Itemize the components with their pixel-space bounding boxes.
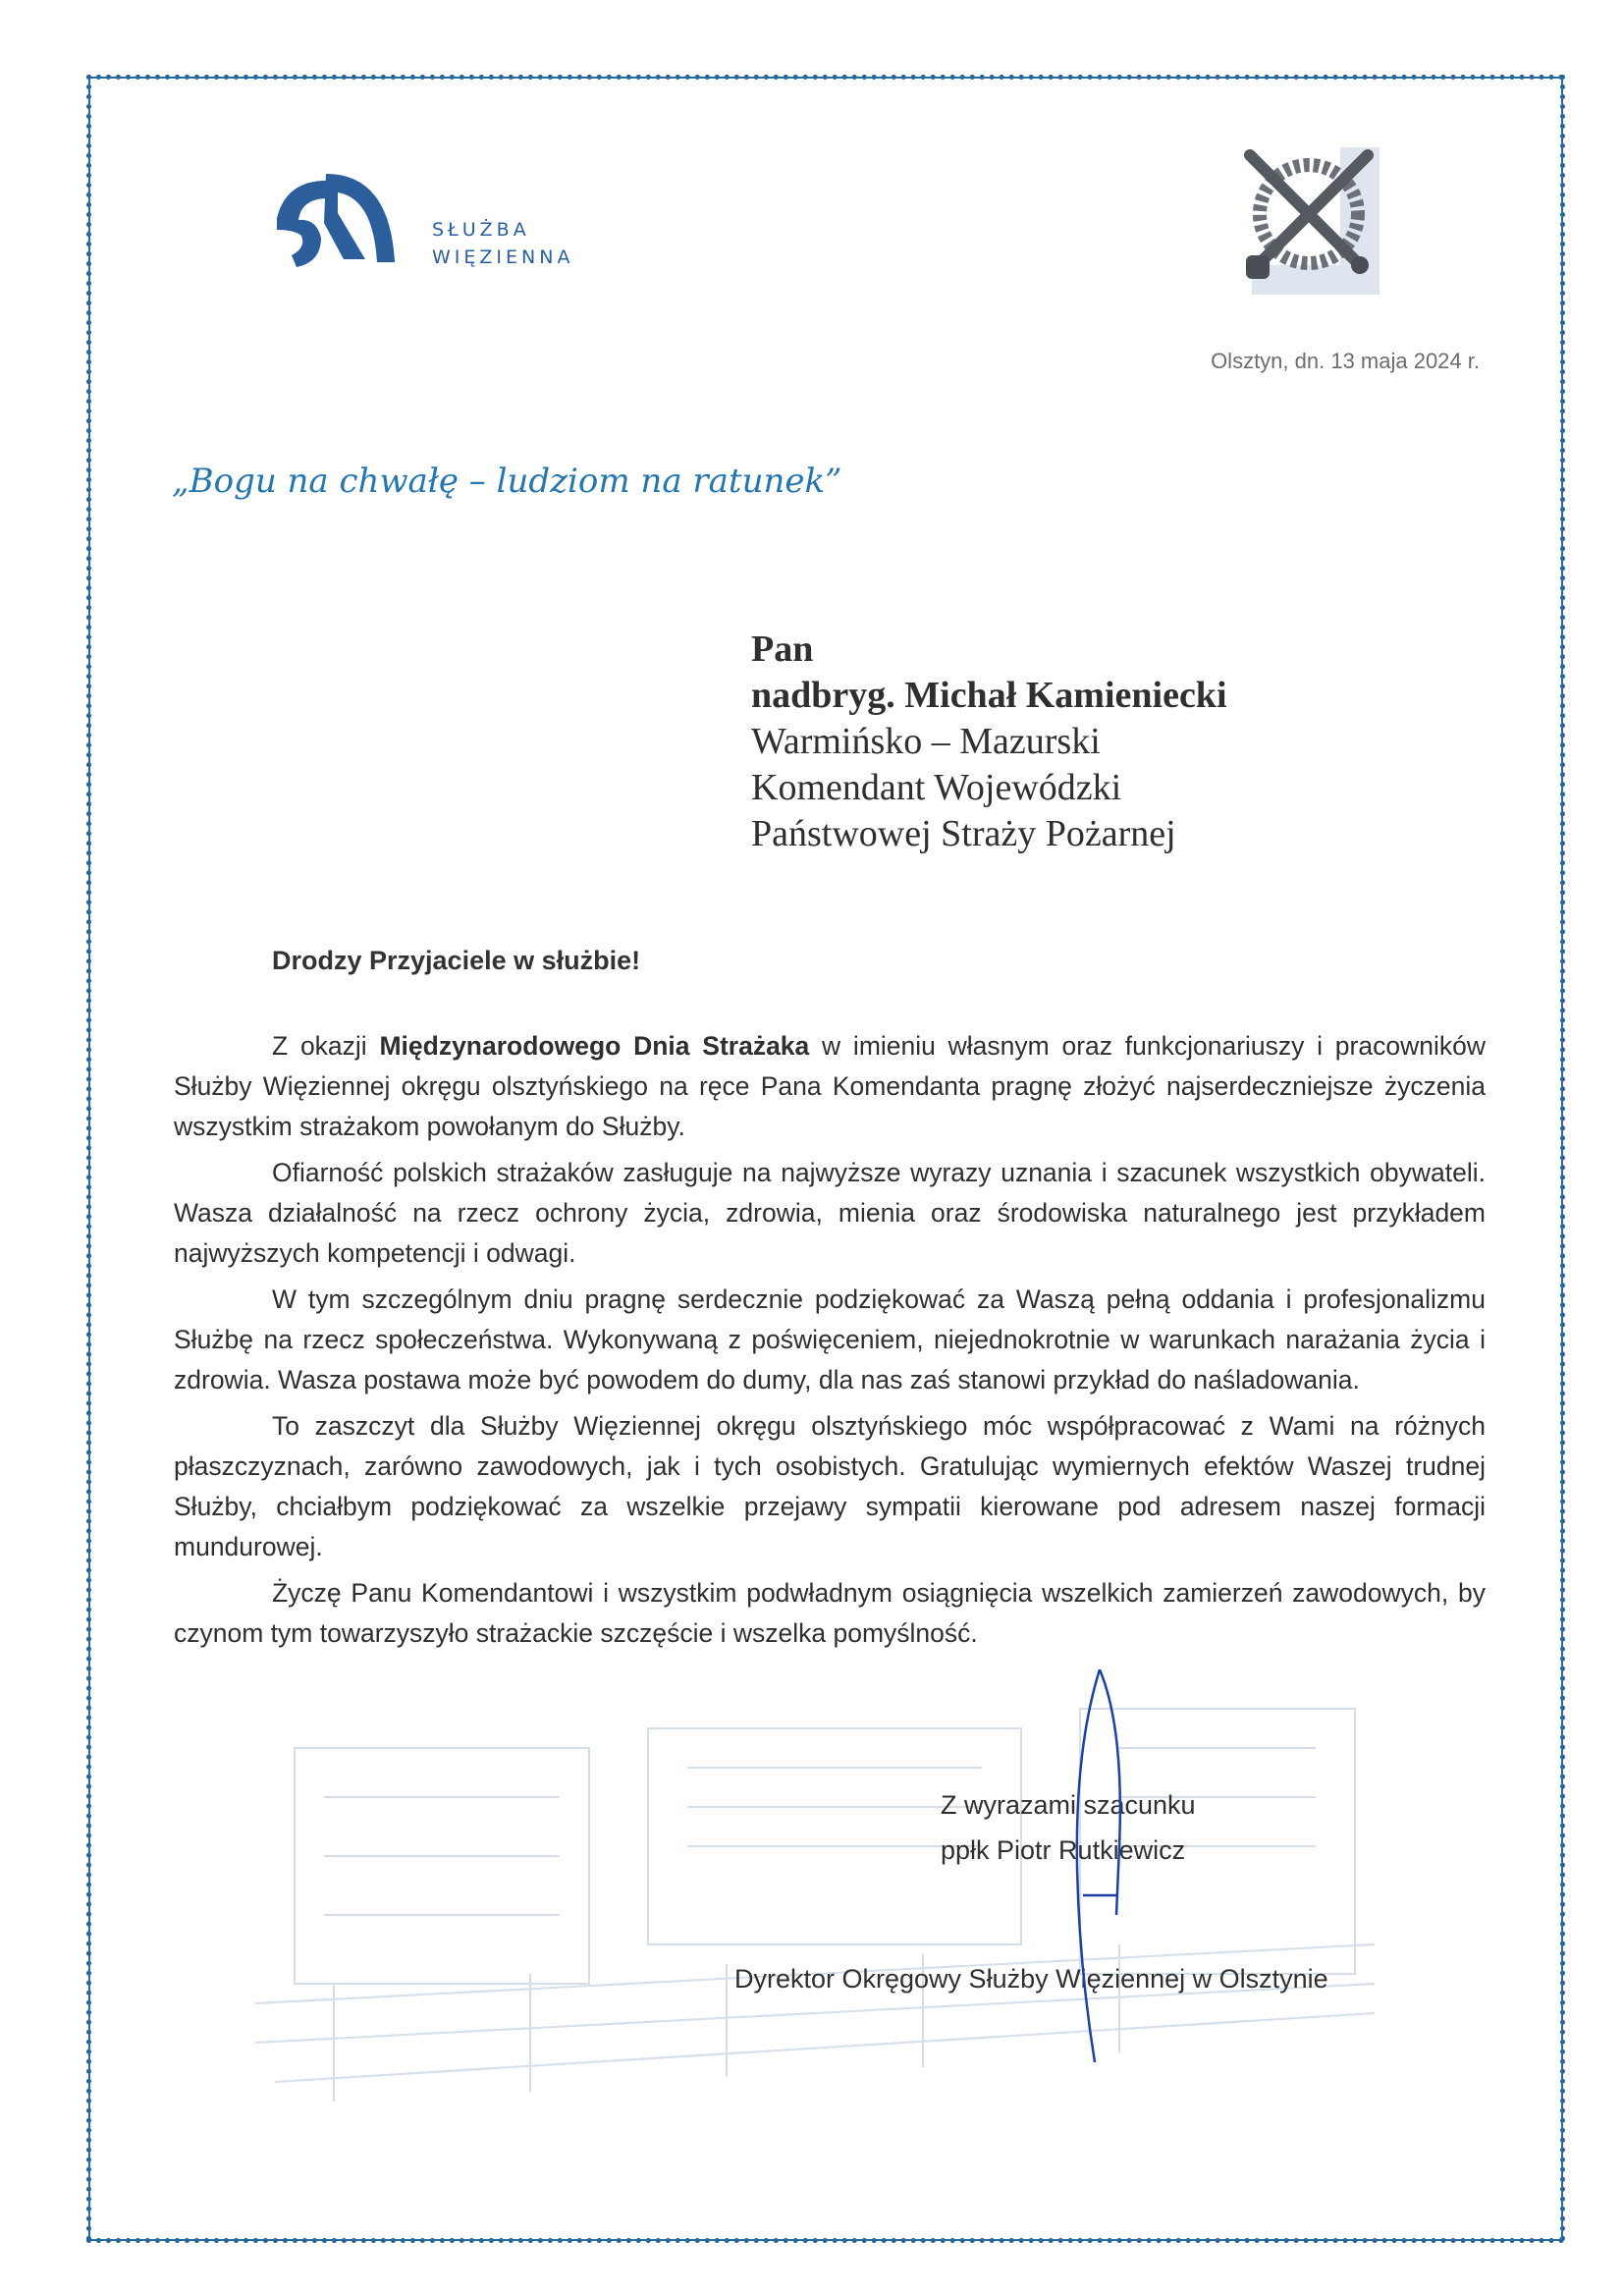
building-watermark-icon	[236, 1689, 1394, 2121]
motto: „Bogu na chwałę – ludziom na ratunek”	[172, 462, 842, 501]
addressee-region: Warmińsko – Mazurski	[751, 721, 1101, 762]
crossed-maces-wreath-emblem-icon	[1232, 137, 1384, 300]
paragraph-1	[174, 1026, 1486, 1147]
paragraph-5: Życzę Panu Komendantowi i wszystkim podwładnym osiągnięcia wszelkich zamierzeń zawodowych, by czynom tym towarzyszyło strażackie szczęście i wszelka pomyślność.	[174, 1578, 1486, 1648]
logo-line-1: SŁUŻBA	[432, 219, 530, 241]
paragraph-3: W tym szczególnym dniu pragnę serdecznie podziękować za Waszą pełną oddania i profesjonalizmu Służbę na rzecz społeczeństwa. Wykonywaną z poświęceniem, niejednokrotnie w warunkach narażania życia i zdrowia. Wasza postawa może być powodem do dumy, dla nas zaś stanowi przykład do naśladowania.	[174, 1285, 1486, 1394]
sluzba-wiezienna-logo-icon	[267, 169, 405, 277]
sluzba-wiezienna-logo	[267, 169, 581, 277]
addressee-title: Komendant Wojewódzki	[751, 767, 1122, 808]
paragraph-2: Ofiarność polskich strażaków zasługuje na najwyższe wyrazy uznania i szacunek wszystkich obywateli. Wasza działalność na rzecz ochrony życia, zdrowia, mienia oraz środowiska naturalnego jest przykładem najwyższych kompetencji i odwagi.	[174, 1158, 1486, 1268]
paragraph-4: To zaszczyt dla Służby Więziennej okręgu olsztyńskiego móc współpracować z Wami na różnych płaszczyznach, zarówno zawodowych, jak i tych osobistych. Gratulując wymiernych efektów Waszej trudnej Służby, chciałbym podziękować za wszelkie przejawy sympatii kierowane pod adresem naszej formacji mundurowej.	[174, 1411, 1486, 1561]
paragraph-1-highlight: Międzynarodowego Dnia Strażaka	[379, 1031, 810, 1061]
greeting: Drodzy Przyjaciele w służbie!	[272, 946, 641, 975]
letter-body	[174, 1026, 1486, 1660]
closing-salutation: Z wyrazami szacunku	[941, 1790, 1196, 1820]
addressee-salutation: Pan	[751, 629, 814, 670]
addressee-block	[751, 627, 1227, 857]
addressee-organization: Państwowej Straży Pożarnej	[751, 813, 1176, 854]
letter-date: Olsztyn, dn. 13 maja 2024 r.	[1211, 349, 1480, 373]
addressee-name: nadbryg. Michał Kamieniecki	[751, 675, 1227, 716]
paragraph-1-rest: w imieniu własnym oraz funkcjonariuszy i pracowników Służby Więziennej okręgu olsztyńskiego na ręce Pana Komendanta pragnę złożyć najserdeczniejsze życzenia wszystkim strażakom powołanym do Służby.	[174, 1031, 1486, 1141]
signatory-name: ppłk Piotr Rutkiewicz	[941, 1835, 1186, 1865]
signatory-role: Dyrektor Okręgowy Służby Więziennej w Olsztynie	[734, 1964, 1328, 1994]
handwritten-signature-icon	[1055, 1669, 1173, 2062]
paragraph-1-intro: Z okazji	[272, 1031, 380, 1061]
logo-line-2: WIĘZIENNA	[432, 246, 574, 268]
